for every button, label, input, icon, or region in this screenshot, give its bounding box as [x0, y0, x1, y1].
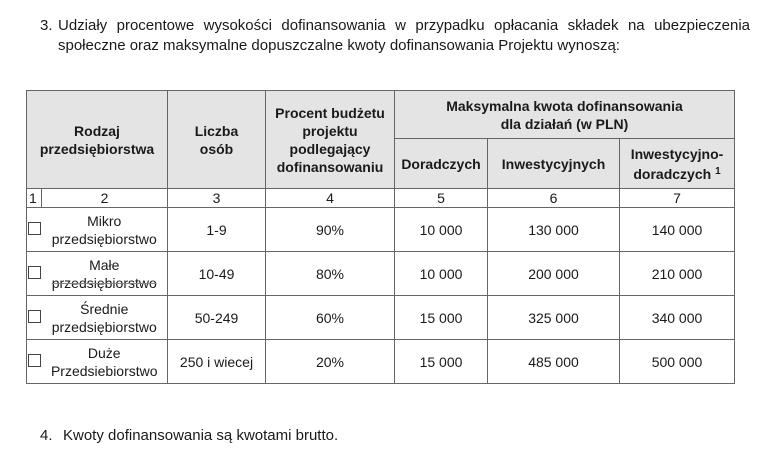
- index-cell: 1: [27, 189, 42, 208]
- footnote-marker: 1: [715, 165, 721, 177]
- header-investment-advisory: Inwestycyjno- doradczych $^1$: [620, 139, 735, 189]
- header-advisory: Doradczych: [395, 139, 488, 189]
- paragraph-4-text: Kwoty dofinansowania są kwotami brutto.: [63, 427, 339, 444]
- paragraph-3: [40, 16, 750, 56]
- persons-cell: 50-249: [168, 296, 266, 340]
- advisory-cell: 15 000: [395, 296, 488, 340]
- header-investment: Inwestycyjnych: [488, 139, 620, 189]
- index-cell: 7: [620, 189, 735, 208]
- index-cell: 2: [42, 189, 168, 208]
- enterprise-name: Małe przedsiębiorstwo: [42, 252, 168, 296]
- index-cell: 5: [395, 189, 488, 208]
- checkbox-micro[interactable]: [28, 222, 41, 235]
- advisory-cell: 10 000: [395, 208, 488, 252]
- table-row-large: [27, 340, 735, 384]
- index-cell: 4: [266, 189, 395, 208]
- header-max-amount: Maksymalna kwota dofinansowania dla działań (w PLN): [395, 91, 735, 139]
- investment-cell: 200 000: [488, 252, 620, 296]
- enterprise-name: Mikro przedsiębiorstwo: [42, 208, 168, 252]
- persons-cell: 10-49: [168, 252, 266, 296]
- index-cell: 3: [168, 189, 266, 208]
- paragraph-3-line-2: społeczne oraz maksymalne dopuszczalne kwoty dofinansowania Projektu wynoszą:: [58, 37, 620, 54]
- checkbox-large[interactable]: [28, 354, 41, 367]
- table-row-micro: [27, 208, 735, 252]
- percent-cell: 90%: [266, 208, 395, 252]
- paragraph-3-number: 3.: [40, 17, 53, 34]
- paragraph-4-number: 4.: [40, 427, 53, 444]
- table-row-small: [27, 252, 735, 296]
- header-enterprise-type: Rodzaj przedsiębiorstwa: [27, 91, 168, 189]
- header-person-count: Liczba osób: [168, 91, 266, 189]
- advisory-cell: 10 000: [395, 252, 488, 296]
- paragraph-3-line-1: Udziały procentowe wysokości dofinansowania w przypadku opłacania składek na ubezpieczenia: [58, 17, 750, 34]
- percent-cell: 60%: [266, 296, 395, 340]
- investment-cell: 485 000: [488, 340, 620, 384]
- checkbox-medium[interactable]: [28, 310, 41, 323]
- paragraph-4: [40, 426, 338, 446]
- funding-table: [26, 90, 735, 384]
- paragraph-3-text: [58, 16, 750, 56]
- advisory-cell: 15 000: [395, 340, 488, 384]
- percent-cell: 80%: [266, 252, 395, 296]
- inv-adv-cell: 500 000: [620, 340, 735, 384]
- header-budget-percent: Procent budżetu projektu podlegający dofinansowaniu: [266, 91, 395, 189]
- persons-cell: 250 i wiecej: [168, 340, 266, 384]
- enterprise-name: Średnie przedsiębiorstwo: [42, 296, 168, 340]
- inv-adv-cell: 210 000: [620, 252, 735, 296]
- table-row-medium: [27, 296, 735, 340]
- inv-adv-cell: 140 000: [620, 208, 735, 252]
- enterprise-name: Duże Przedsiebiorstwo: [42, 340, 168, 384]
- column-index-row: [27, 189, 735, 208]
- persons-cell: 1-9: [168, 208, 266, 252]
- index-cell: 6: [488, 189, 620, 208]
- inv-adv-cell: 340 000: [620, 296, 735, 340]
- investment-cell: 325 000: [488, 296, 620, 340]
- checkbox-small[interactable]: [28, 266, 41, 279]
- percent-cell: 20%: [266, 340, 395, 384]
- investment-cell: 130 000: [488, 208, 620, 252]
